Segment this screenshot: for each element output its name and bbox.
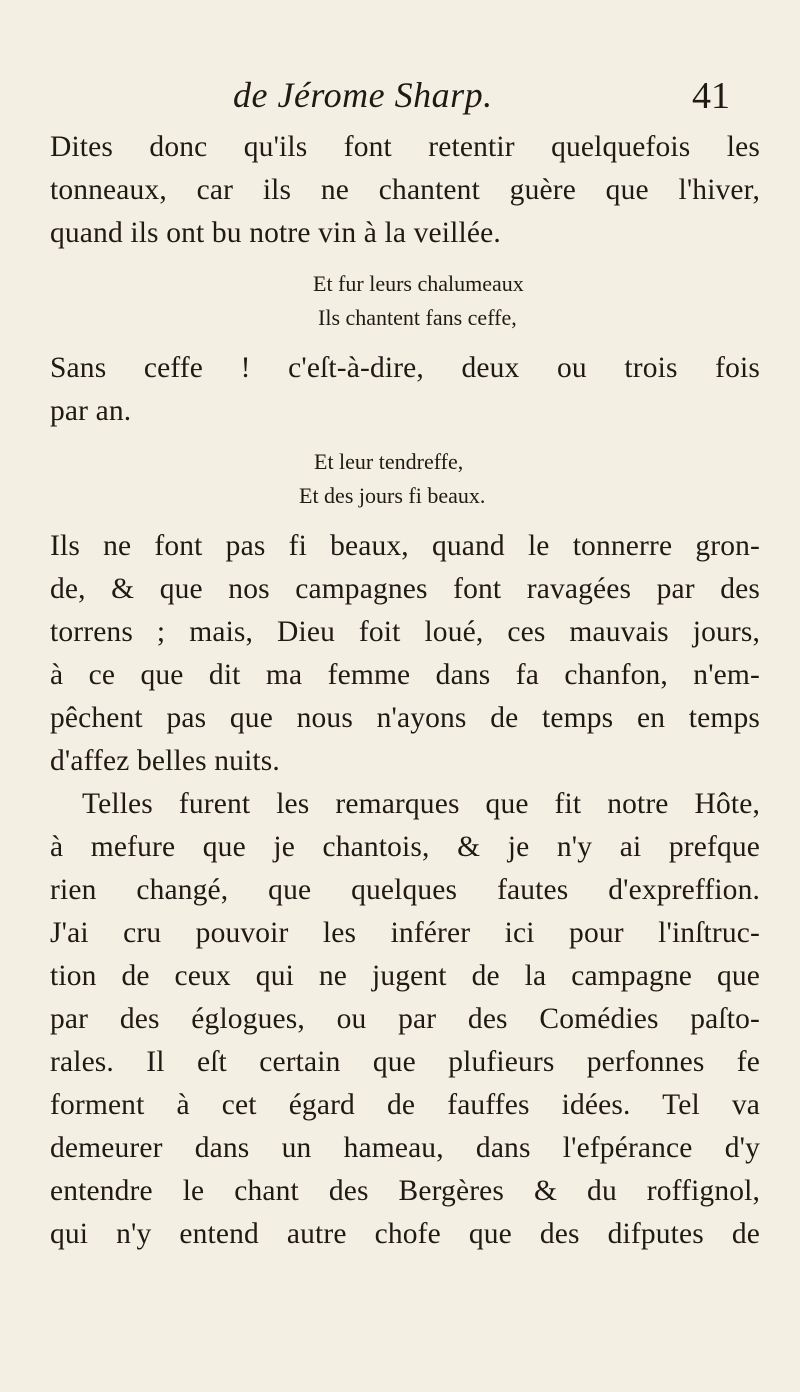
- text-line: à ce que dit ma femme dans fa chanfon, n'em-: [50, 659, 760, 691]
- text-line: Dites donc qu'ils font retentir quelquefois les: [50, 131, 760, 163]
- text-line: torrens ; mais, Dieu foit loué, ces mauvais jours,: [50, 616, 760, 648]
- verse-line: Et leur tendreffe,: [314, 449, 464, 474]
- verse-line: Et fur leurs chalumeaux: [313, 271, 524, 296]
- verse-line: Et des jours fi beaux.: [299, 483, 486, 508]
- running-head: [0, 74, 800, 124]
- text-line: tion de ceux qui ne jugent de la campagne que: [50, 960, 760, 992]
- text-line: d'affez belles nuits.: [50, 745, 280, 777]
- text-line: rien changé, que quelques fautes d'expreffion.: [50, 874, 760, 906]
- text-line: Ils ne font pas fi beaux, quand le tonnerre gron-: [50, 530, 760, 562]
- text-line: par des églogues, ou par des Comédies paſto-: [50, 1003, 760, 1035]
- text-line: entendre le chant des Bergères & du roffignol,: [50, 1175, 760, 1207]
- text-line: Sans ceffe ! c'eſt-à-dire, deux ou trois fois: [50, 352, 760, 384]
- text-line: qui n'y entend autre chofe que des difputes de: [50, 1218, 760, 1250]
- text-line: forment à cet égard de fauffes idées. Tel va: [50, 1089, 760, 1121]
- text-line: de, & que nos campagnes font ravagées par des: [50, 573, 760, 605]
- paragraph-3: [50, 525, 760, 783]
- paragraph-1: [50, 126, 760, 255]
- body-text: [50, 126, 760, 1256]
- page-number: 41: [692, 75, 730, 117]
- text-line: pêchent pas que nous n'ayons de temps en temps: [50, 702, 760, 734]
- text-line: demeurer dans un hameau, dans l'efpérance d'y: [50, 1132, 760, 1164]
- verse-2: [50, 445, 760, 513]
- text-line: tonneaux, car ils ne chantent guère que l'hiver,: [50, 174, 760, 206]
- verse-1: [50, 267, 760, 335]
- paragraph-4: [50, 783, 760, 1256]
- text-line: rales. Il eſt certain que plufieurs perfonnes fe: [50, 1046, 760, 1078]
- text-line: par an.: [50, 395, 132, 427]
- paragraph-2: [50, 347, 760, 433]
- text-line: Telles furent les remarques que fit notre Hôte,: [82, 788, 760, 820]
- text-line: à mefure que je chantois, & je n'y ai prefque: [50, 831, 760, 863]
- verse-line: Ils chantent fans ceffe,: [318, 305, 517, 330]
- text-line: quand ils ont bu notre vin à la veillée.: [50, 217, 501, 249]
- text-line: J'ai cru pouvoir les inférer ici pour l'inſtruc-: [50, 917, 760, 949]
- running-title: de Jérome Sharp.: [233, 75, 493, 115]
